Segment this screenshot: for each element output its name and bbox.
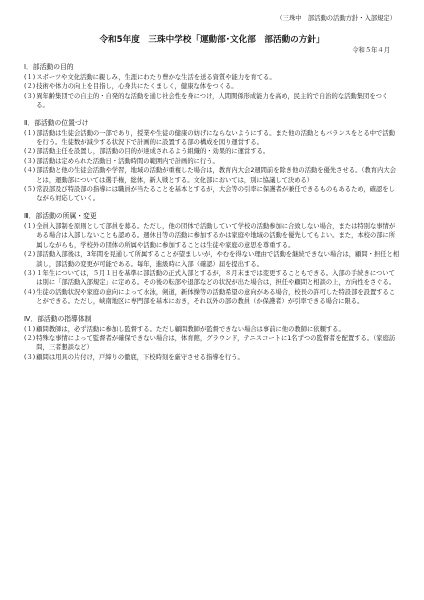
item-number: (３) [24, 157, 36, 165]
item-number: (２) [24, 83, 36, 91]
document-tag: （三珠中 部活動の活動方針・入部規定） [276, 15, 396, 22]
item-text: 部活動は生徒会活動の一部であり，授業や生徒の健康の妨げにならないようにする。また他の活動ともバランスをとる中で活動を行う。生徒数が減少する状況下で計画的に設置する部の構成を図り運営する。 [36, 129, 395, 147]
item-number: (２) [24, 251, 36, 259]
section-1 [24, 62, 400, 111]
list-item [24, 269, 400, 288]
list-item [24, 129, 400, 148]
section-heading: Ⅱ．部活動の位置づけ [24, 118, 89, 127]
item-text: 特殊な事情によって監督者が確保できない場合は，体育館，グラウンド，テニスコートに1名ずつの監督者を配置する。（家庭訪問，三者懇談など） [36, 334, 396, 352]
section-heading: Ⅳ．部活動の指導体制 [24, 314, 92, 323]
section-heading: Ⅲ．部活動の所属・変更 [24, 211, 97, 220]
item-number: (５) [24, 186, 36, 194]
item-text: 生徒の活動状況や家庭の意向によって水泳，剣道，新体操等の活動希望の意向がある場合，校長の許可した特設部を設置することができる。ただし，峡南地区に専門部を基本におき，それ以外の部の教員（か保護者）が引率できる場合に限る。 [36, 288, 396, 306]
list-item [24, 166, 400, 185]
list-item [24, 157, 400, 166]
item-number: (１) [24, 325, 36, 333]
list-item [24, 185, 400, 204]
list-item [24, 92, 400, 111]
item-number: (４) [24, 288, 36, 296]
item-text: 異年齢集団での自主的・自発的な活動を通じ社会性を身につけ，人間関係形成能力を高め，民主的で自治的な活動集団をつくる。 [36, 92, 389, 110]
section-3 [24, 211, 400, 307]
item-text: 部活動は定められた活動日・活動時間の範囲内で計画的に行う。 [36, 157, 219, 165]
item-text: 顧問は用具の片付け，戸締りの徹底，下校時刻を厳守させる指導を行う。 [36, 353, 244, 361]
list-item [24, 73, 400, 82]
list-item [24, 334, 400, 353]
item-text: 部活動と他の生徒会活動や学習，地域の活動が重複した場合は，教育内大会2週間前を除き他の活動を優先させる。（教育内大会とは，運動部については選手権，総体，新人戦とする。文化部においては，別に協議して決める） [36, 167, 396, 184]
item-number: (３) [24, 92, 36, 100]
item-text: スポーツや文化活動に親しみ，生涯にわたり豊かな生活を送る資質や能力を育てる。 [36, 74, 276, 81]
list-item [24, 82, 400, 91]
sections-container [24, 62, 400, 362]
section-heading: Ⅰ．部活動の目的 [24, 63, 74, 71]
list-item [24, 353, 400, 362]
item-number: (１) [24, 74, 36, 81]
list-item [24, 325, 400, 334]
item-text: 顧問教師は，必ず活動に参加し監督する。ただし顧問教師が監督できない場合は事前に他の教師に依頼する。 [36, 325, 345, 333]
section-4 [24, 314, 400, 363]
list-item [24, 222, 400, 250]
document-title: 令和5年度 三珠中学校「運動部･文化部 部活動の方針」 [99, 35, 325, 45]
item-number: (１) [24, 129, 36, 137]
item-number: (４) [24, 167, 36, 175]
item-text: １年生については，５月１日を基準に部活動の正式入部とするが，８月末までは変更することもできる。入部の手続きについては別に「部活動入部規定」に定める。その後の転部や退部などの状況が出た場合は，担任や顧問と相談の上，方向性をさぐる。 [36, 269, 396, 287]
list-item [24, 288, 400, 307]
item-number: (１) [24, 222, 36, 230]
item-text: 技術や体力の向上を目指し，心身共にたくましく，健康な体をつくる。 [36, 83, 238, 91]
item-text: 部活動入部後は，3年間を見通して所属することが望ましいが，やむを得ない理由で活動を継続できない場合は，顧問・担任と相談し，部活動の変更が可能である。毎年，進級時に入部（確認）届を提出する。 [36, 251, 400, 268]
list-item [24, 250, 400, 269]
item-number: (２) [24, 334, 36, 342]
item-number: (３) [24, 353, 36, 361]
item-text: 全員入部制を原則として部員を募る。ただし，他の団体で活動していて学校の活動参加に合致しない場合，または特別な事情がある場合は入部しないことも認める。週休日等の活動に参加するかは家庭や地域の活動を優先してもよい。また，本校の部に所属しながらも，学校外の団体の所属や活動に参加することは生徒や家庭の意思を尊重する。 [36, 222, 396, 249]
item-number: (２) [24, 148, 36, 156]
document-date: 令和５年４月 [352, 47, 390, 54]
list-item [24, 147, 400, 156]
item-text: 常設部及び特設部の指導には職員が当たることを基本とするが，大会等の引率に保護者が兼任できるものもあるため，確認をしながら対応していく。 [36, 186, 395, 203]
section-2 [24, 118, 400, 204]
item-number: (３) [24, 269, 36, 277]
item-text: 部活動主任を設置し，部活動の目的が達成されるよう組織的・効果的に運営する。 [36, 148, 270, 156]
